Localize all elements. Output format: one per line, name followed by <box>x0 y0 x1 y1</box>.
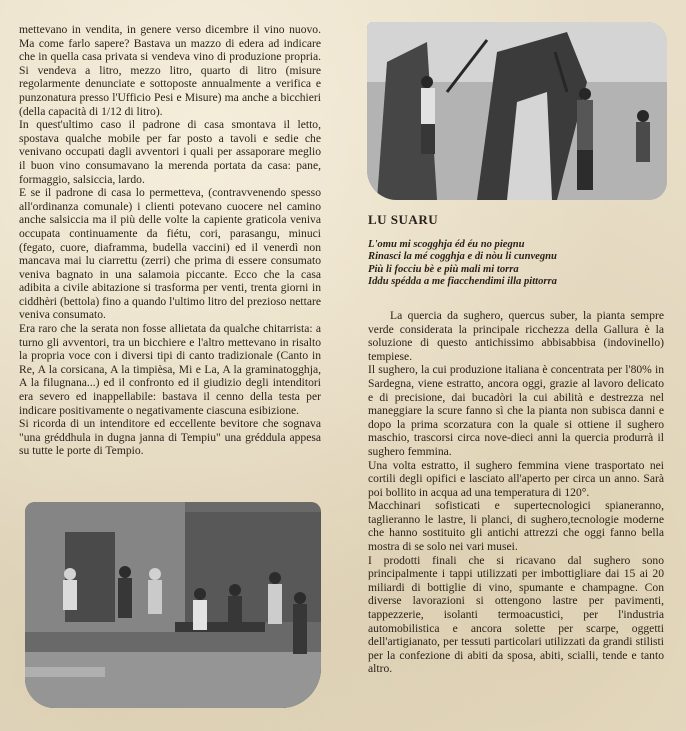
cork-harvest-photo <box>367 22 667 200</box>
tavern-scene-icon <box>25 502 321 708</box>
paragraph: I prodotti finali che si ricavano dal sughero sono principalmente i tappi utilizzati per imbottigliare dai 15 ai 20 miliardi di bottiglie di vino, spumante e champagne. Con diverse lavorazioni si ottengono lastre per pavimenti, tappezzerie, isolanti termoacustici, per l'industria automobilistica e ancora solette per scarpe, oggetti dell'artigianato, per tessuti particolari utilizzati da grandi stilisti per la confezione di abiti da sposa, abiti, scialli, tende e tanto altro. <box>368 553 664 676</box>
paragraph: Il sughero, la cui produzione italiana è concentrata per l'80% in Sardegna, viene estratto, ancora oggi, grazie al lavoro delicato e di precisione, dai bucadòri la cui abilità e destrezza nel maneggiare la scure fanno sì che la pianta non subisca danni e dopo la prima scorzatura con la quale si ottiene il sughero maschio, trascorsi circa nove-dieci anni la quercia produrrà il sughero femmina. <box>368 363 664 458</box>
section-heading: LU SUARU <box>368 212 439 227</box>
paragraph: E se il padrone di casa lo permetteva, (contravvenendo spesso all'ordinanza comunale) i clienti potevano cuocere nel camino anche salsiccia ma il più delle volte la capiente graticola veniva occupata continuamente da fiétu, cori, parasangu, minuci (fegato, cuore, diaframma, budella vaccini) ed il venerdì non mancava mai lu ciarrettu (zerri) che prima di essere consumato veniva bagnato in una salamoia piccante. Ecco che la casa adibita a civile abitazione si trasforma per venti, trenta giorni in ciddhèri (bettola) fino a quando l'ultimo litro del prezioso nettare veniva consumato. <box>19 186 321 322</box>
poem-line: Rinasci la mé cogghja e di nòu li cunvegnu <box>368 251 557 263</box>
cork-oak-scene-icon <box>367 22 667 200</box>
poem-line: Iddu spédda a me fiacchendimi illa pittorra <box>368 276 557 288</box>
right-text-column <box>368 213 664 676</box>
paragraph: In quest'ultimo caso il padrone di casa smontava il letto, spostava qualche mobile per far posto a tavoli e sedie che venivano occupati dagli avventori i quali per assaporare meglio il buon vino consumavano la merenda portata da casa: pane, formaggio, salsiccia, lardo. <box>19 118 321 186</box>
paragraph: Si ricorda di un intenditore ed eccellente bevitore che sognava "una gréddhula in dugna janna di Tempiu" una gréddula appesa su tutte le porte di Tempio. <box>19 417 321 458</box>
paragraph: Era raro che la serata non fosse allietata da qualche chitarrista: a turno gli avventori, tra un bicchiere e l'altro mettevano in risalto la propria voce con i diversi tipi di canto tradizionale (Canto in Re, A la corsicana, A la timpièsa, Mi e La, A la graminatogghja, A la filugnana...) ed il confronto ed il giudizio degli intenditori era severo ed inappellabile: bastava il cenno della testa per indicare positivamente o negativamente ciascuna esibizione. <box>19 322 321 417</box>
poem-line: Più li focciu bè e più mali mi torra <box>368 263 519 275</box>
paragraph: La quercia da sughero, quercus suber, la pianta sempre verde considerata la principale ricchezza della Gallura è la soluzione di questo antichissimo abbisabbisa (indovinello) tempiese. <box>368 308 664 363</box>
paragraph: mettevano in vendita, in genere verso dicembre il vino nuovo. Ma come farlo sapere? Bastava un mazzo di edera ad indicare che in quella casa privata si vendeva vino di produzione propria. Si vendeva a litro, mezzo litro, quarto di litro (misure regolarmente denunciate e sottoposte annualmente a verifica e punzonatura presso l'Ufficio Pesi e Misure) ma anche a bicchieri (della capacità di 1/12 di litro). <box>19 23 321 118</box>
paragraph: Una volta estratto, il sughero femmina viene trasportato nei cortili degli opifici e lasciato all'aperto per circa un anno. Sarà poi bollito in acqua ad una temperatura di 120°. <box>368 458 664 499</box>
tavern-photo <box>25 502 321 708</box>
poem <box>368 239 664 289</box>
poem-line: L'omu mi scogghja éd éu no piegnu <box>368 238 525 250</box>
left-text-column <box>19 23 321 458</box>
paragraph: Macchinari sofisticati e supertecnologici spianeranno, taglieranno le lastre, li planci, di sughero,tecnologie moderne che hanno sostituito gli antichi attrezzi che oggi fanno bella mostra di se solo nei vari musei. <box>368 499 664 554</box>
